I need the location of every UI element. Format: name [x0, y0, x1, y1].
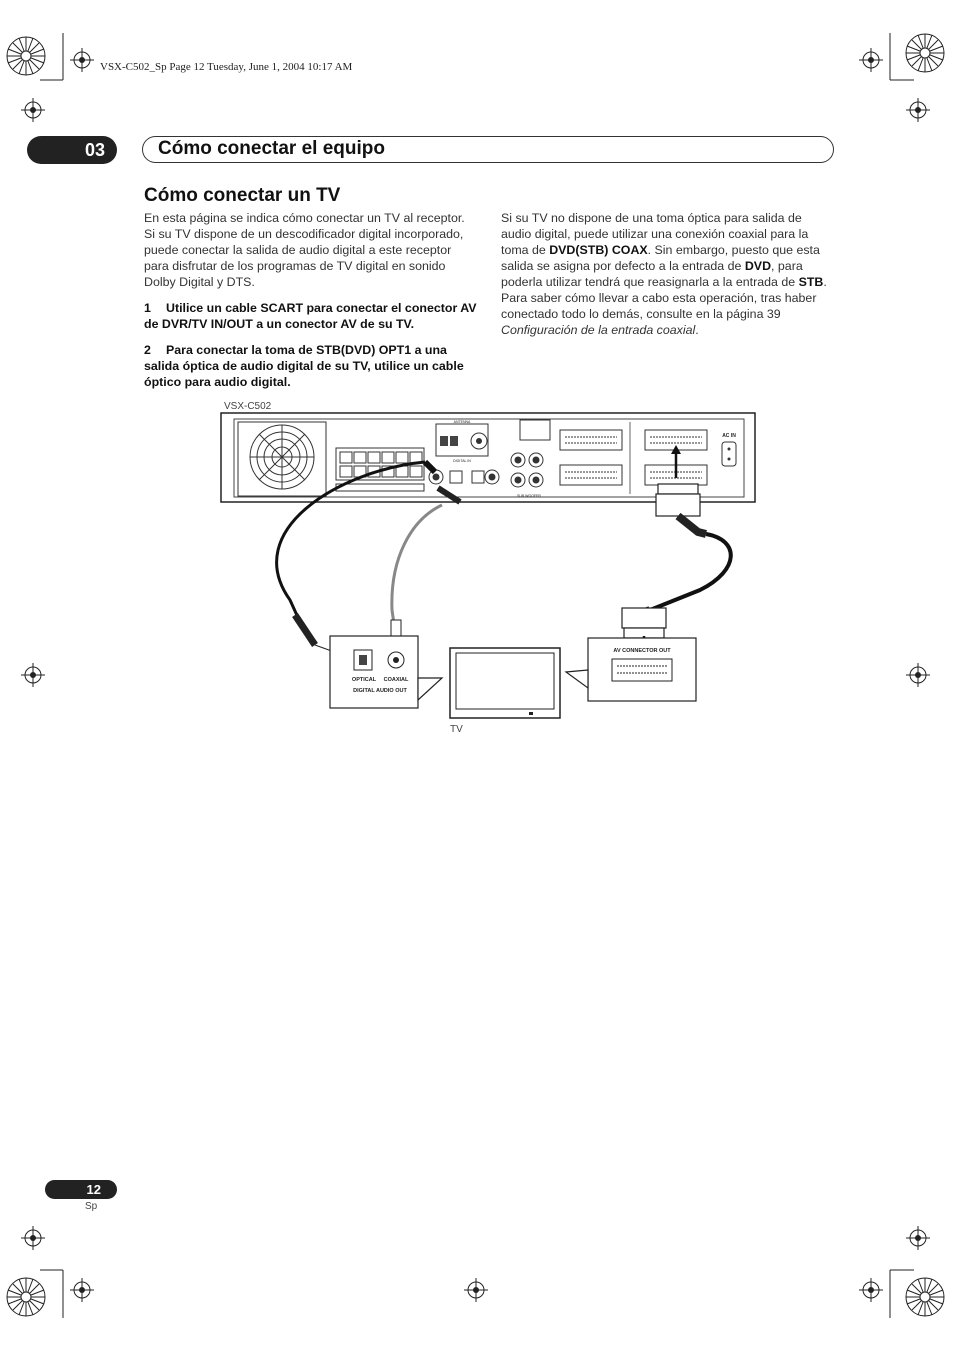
intro-paragraph: En esta página se indica cómo conectar un TV al receptor. Si su TV dispone de un descodificador digital incorporado, puede conectar la salida de audio digital a este receptor para disfrutar de los programas de TV digital en sonido Dolby Digital y DTS. [144, 211, 465, 289]
tv-set [450, 648, 560, 718]
scart-cable [622, 484, 731, 638]
tv-av-connector-callout [566, 638, 696, 701]
step-1-text: Utilice un cable SCART para conectar el conector AV de DVR/TV IN/OUT a un conector AV de su TV. [144, 301, 477, 331]
subwoofer-label: SUB WOOFER [517, 494, 541, 498]
tv-digital-audio-callout [330, 636, 442, 708]
text-run: . Sin embargo, puesto que esta salida se asigna por defecto a la entrada de [501, 243, 820, 273]
page-reference: Configuración de la entrada coaxial [501, 323, 696, 337]
optical-label: OPTICAL [351, 677, 377, 683]
text-run: , para poderla utilizar tendrá que reasignarla a la entrada de [501, 259, 803, 289]
print-slug: VSX-C502_Sp Page 12 Tuesday, June 1, 2004 10:17 AM [100, 61, 353, 73]
ac-in-socket [722, 433, 736, 466]
ac-in-label: AC IN [722, 433, 736, 439]
coaxial-cable [391, 488, 460, 658]
step-2 [144, 342, 478, 390]
left-column [144, 210, 478, 390]
receiver-label: VSX-C502 [224, 401, 272, 412]
dvd-term: DVD [744, 259, 772, 273]
chapter-number-badge: 03 [27, 136, 117, 164]
right-column [501, 210, 835, 338]
text-run: Si su TV no dispone de una toma óptica para salida de audio digital, puede utilizar una conexión coaxial para la toma de [501, 211, 809, 257]
tv-scart-port [612, 659, 672, 681]
av-connector-out-label: AV CONNECTOR OUT [613, 648, 671, 654]
step-1-number: 1 [144, 301, 151, 315]
step-1 [144, 300, 478, 332]
language-code: Sp [85, 1201, 98, 1212]
fan-grille [238, 422, 326, 496]
antenna-label: ANTENNA [453, 420, 471, 424]
digital-audio-out-label: DIGITAL AUDIO OUT [353, 688, 407, 694]
text-run: . Para saber cómo llevar a cabo esta operación, tras haber conectado todo lo demás, consulte en la página 39 [501, 275, 827, 321]
step-2-number: 2 [144, 343, 151, 357]
stb-term: STB [798, 275, 824, 289]
section-title: Cómo conectar un TV [144, 185, 341, 206]
connection-diagram [220, 410, 760, 740]
digital-in-label: DIGITAL IN [453, 459, 471, 463]
dvd-stb-coax-term: DVD(STB) COAX [549, 243, 648, 257]
coaxial-paragraph [501, 210, 835, 338]
chapter-title: Cómo conectar el equipo [158, 138, 385, 159]
text-run: . [695, 323, 699, 337]
coaxial-label: COAXIAL [383, 677, 409, 683]
tv-label: TV [450, 724, 463, 735]
step-2-text: Para conectar la toma de STB(DVD) OPT1 a una salida óptica de audio digital de su TV, utilice un cable óptico para audio digital. [144, 343, 464, 389]
page-number-badge: 12 [45, 1180, 117, 1199]
